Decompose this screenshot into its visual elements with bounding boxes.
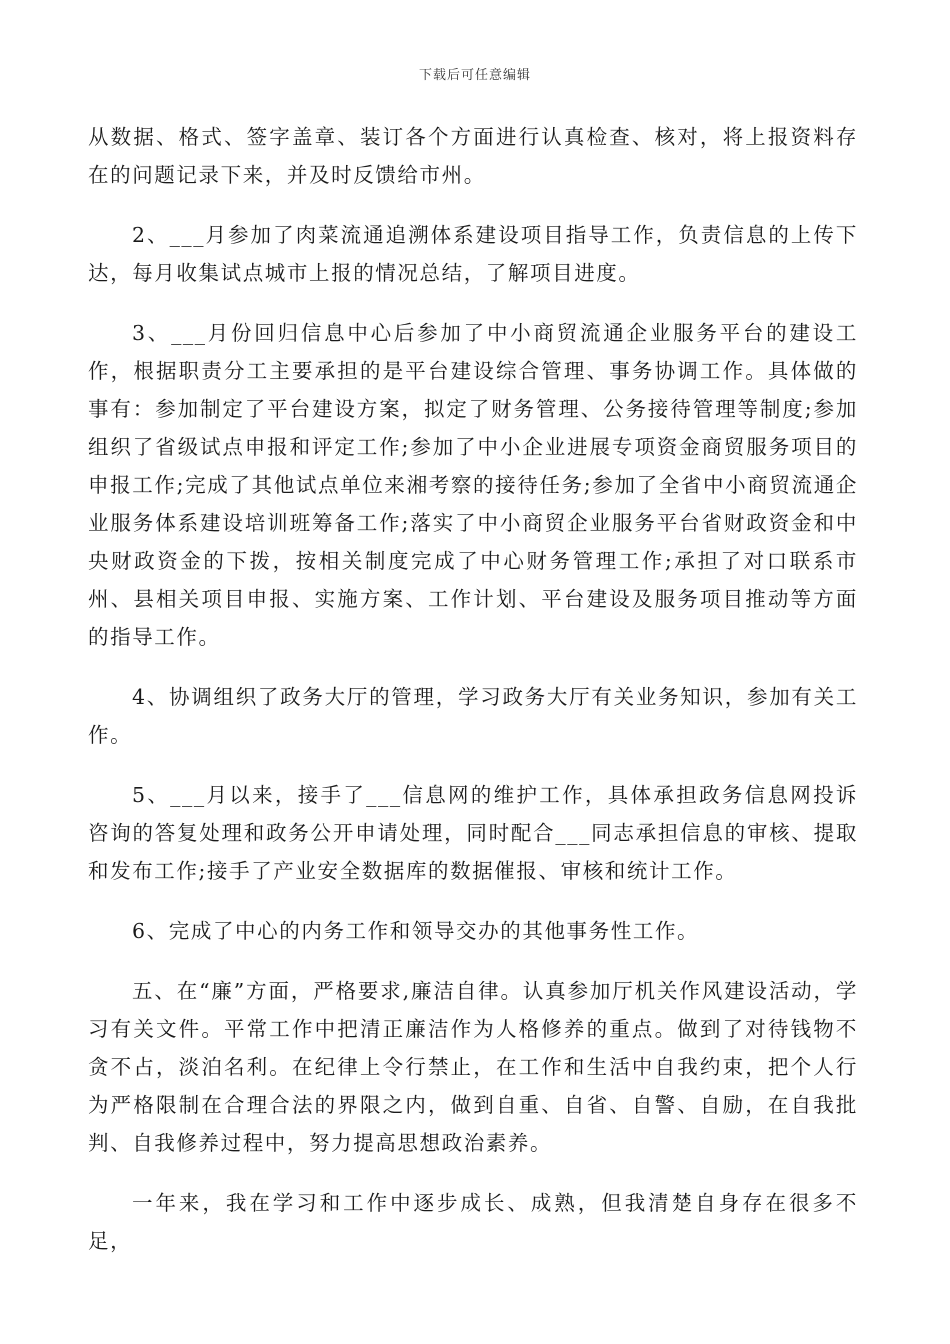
paragraph: 6、完成了中心的内务工作和领导交办的其他事务性工作。 — [132, 919, 700, 943]
paragraph: 3、___月份回归信息中心后参加了中小商贸流通企业服务平台的建设工作，根据职责分工主要承担的是平台建设综合管理、事务协调工作。具体做的事有：参加制定了平台建设方案，拟定了财务管理、公务接待管理等制度;参加组织了省级试点申报和评定工作;参加了中小企业进展专项资金商贸服务项目的申报工作;完成了其他试点单位来湘考察的接待任务;参加了全省中小商贸流通企业服务体系建设培训班筹备工作;落实了中小商贸企业服务平台省财政资金和中央财政资金的下拨，按相关制度完成了中心财务管理工作;承担了对口联系市州、县相关项目申报、实施方案、工作计划、平台建设及服务项目推动等方面的指导工作。 — [88, 321, 858, 649]
paragraph: 2、___月参加了肉菜流通追溯体系建设项目指导工作，负责信息的上传下达，每月收集试点城市上报的情况总结，了解项目进度。 — [88, 223, 858, 285]
paragraph: 从数据、格式、签字盖章、装订各个方面进行认真检查、核对，将上报资料存在的问题记录下来，并及时反馈给市州。 — [88, 125, 858, 187]
paragraph: 4、协调组织了政务大厅的管理，学习政务大厅有关业务知识，参加有关工作。 — [88, 685, 858, 747]
paragraph: 一年来，我在学习和工作中逐步成长、成熟，但我清楚自身存在很多不足， — [88, 1191, 858, 1253]
document-body — [88, 118, 858, 1282]
paragraph: 五、在“廉”方面，严格要求,廉洁自律。认真参加厅机关作风建设活动，学习有关文件。平常工作中把清正廉洁作为人格修养的重点。做到了对待钱物不贪不占，淡泊名利。在纪律上令行禁止，在工作和生活中自我约束，把个人行为严格限制在合理合法的界限之内，做到自重、自省、自警、自励，在自我批判、自我修养过程中，努力提高思想政治素养。 — [88, 979, 858, 1155]
header-note: 下载后可任意编辑 — [418, 68, 531, 83]
paragraph: 5、___月以来，接手了___信息网的维护工作，具体承担政务信息网投诉咨询的答复处理和政务公开申请处理，同时配合___同志承担信息的审核、提取和发布工作;接手了产业安全数据库的数据催报、审核和统计工作。 — [88, 783, 858, 883]
